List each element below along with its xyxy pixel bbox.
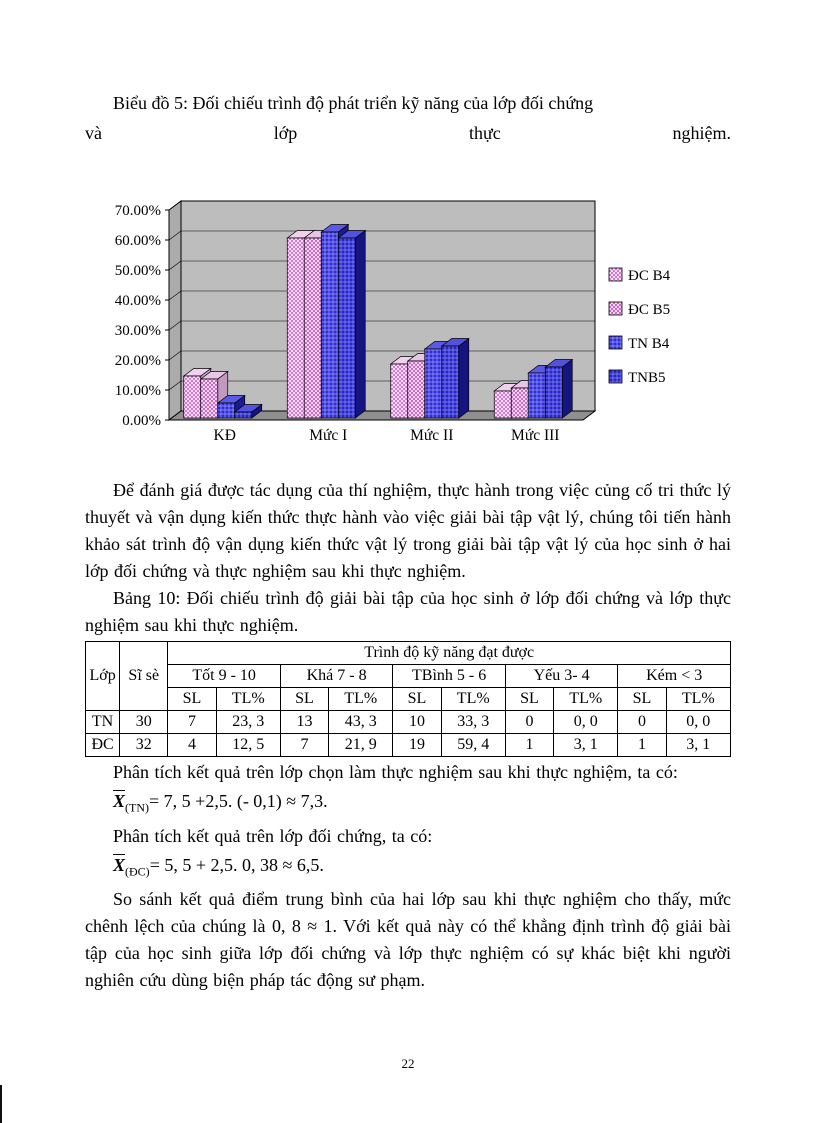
table-cell: 23, 3 [216,711,280,734]
paragraph: So sánh kết quả điểm trung bình của hai lớp sau khi thực nghiệm cho thấy, mức chênh lệch của chúng là 0, 8 ≈ 1. Với kết quả này có thể khẳng định trình độ giải bài tập của học sinh giữa lớp đối chứng và lớp thực nghiệm có sự khác biệt khi người nghiên cứu dùng biện pháp tác động sư phạm. [85,889,731,991]
table-cell: 7 [168,711,216,734]
chart-caption-line1: Biểu đồ 5: Đối chiếu trình độ phát triển kỹ năng của lớp đối chứng [113,93,594,113]
header-sl: SL [168,688,216,711]
table-cell: 1 [505,734,553,757]
svg-text:ĐC B4: ĐC B4 [628,268,671,284]
table-cell: 10 [393,711,441,734]
header-sl: SL [393,688,441,711]
formula-expression: = 7, 5 +2,5. (- 0,1) ≈ 7,3. [149,791,328,811]
formula-tn [85,786,731,823]
formula-expression: = 5, 5 + 2,5. 0, 38 ≈ 6,5. [149,854,324,875]
header-tl: TL% [441,688,505,711]
table-header-row-1 [86,642,731,665]
table-row [86,711,731,734]
table-cell: 33, 3 [441,711,505,734]
paragraph: Để đánh giá được tác dụng của thí nghiệm, thực hành trong việc củng cố tri thức lý thuyết và vận dụng kiến thức thực hành vào việc giải bài tập vật lý, chúng tôi tiến hành khảo sát trình độ vận dụng kiến thức vật lý trong giải bài tập vật lý của học sinh ở hai lớp đối chứng và thực nghiệm sau khi thực nghiệm. [85,480,731,581]
header-tl: TL% [329,688,393,711]
table-cell: 30 [120,711,168,734]
header-group: Yếu 3- 4 [505,665,618,688]
header-group: TBình 5 - 6 [393,665,506,688]
table-row [86,734,731,757]
table-cell: 21, 9 [329,734,393,757]
table-cell: 4 [168,734,216,757]
caption-word: lớp [273,123,298,143]
table-cell: 19 [393,734,441,757]
table-cell: 12, 5 [216,734,280,757]
svg-text:30.00%: 30.00% [114,323,161,339]
svg-text:Mức I: Mức I [309,427,348,444]
svg-text:KĐ: KĐ [213,427,236,444]
svg-text:40.00%: 40.00% [114,293,161,309]
results-table [85,641,731,757]
legend-item [609,370,666,386]
table-cell: 3, 1 [554,734,618,757]
table-header-row-3 [86,688,731,711]
legend-item [609,336,670,352]
svg-text:70.00%: 70.00% [114,203,161,219]
table-cell: 43, 3 [329,711,393,734]
svg-text:20.00%: 20.00% [114,353,161,369]
caption-word: thực [469,123,501,143]
page-number: 22 [401,1056,415,1071]
svg-text:Mức II: Mức II [410,427,454,444]
header-sl: SL [618,688,666,711]
chart-caption-line2 [85,118,731,148]
header-tl: TL% [216,688,280,711]
svg-text:TN B4: TN B4 [628,336,670,352]
header-group: Kém < 3 [618,665,731,688]
caption-word: nghiệm. [672,123,731,143]
bar-chart-svg [91,184,716,464]
table-cell: 32 [120,734,168,757]
table-cell: ĐC [86,734,120,757]
svg-text:ĐC B5: ĐC B5 [628,302,671,318]
header-siso: Sĩ sè [120,642,168,711]
xbar-symbol: $\overline{X}$ [113,791,126,811]
svg-text:10.00%: 10.00% [114,383,161,399]
formula-dc [85,850,731,887]
paragraph: Phân tích kết quả trên lớp chọn làm thực nghiệm sau khi thực nghiệm, ta có: [113,762,678,782]
table-cell: 13 [280,711,328,734]
xbar-symbol: $\overline{X}$ [113,854,126,875]
table-header-row-2 [86,665,731,688]
header-group: Khá 7 - 8 [280,665,393,688]
table-cell: 3, 1 [666,734,730,757]
header-tl: TL% [666,688,730,711]
header-lop: Lớp [86,642,120,711]
legend-item [609,302,670,318]
header-group: Tốt 9 - 10 [168,665,281,688]
table-cell: 59, 4 [441,734,505,757]
table-cell: 0, 0 [666,711,730,734]
table-caption: Bảng 10: Đối chiếu trình độ giải bài tập của học sinh ở lớp đối chứng và lớp thực nghiệm sau khi thực nghiệm. [85,588,731,635]
paragraph: Phân tích kết quả trên lớp đối chứng, ta có: [113,825,433,846]
table-cell: 0, 0 [554,711,618,734]
header-sl: SL [280,688,328,711]
header-main: Trình độ kỹ năng đạt được [168,642,731,665]
table-cell: 0 [505,711,553,734]
legend-item [609,268,671,284]
svg-text:TNB5: TNB5 [628,370,666,386]
svg-text:50.00%: 50.00% [114,263,161,279]
formula-subscript: (TN) [125,800,150,815]
table-cell: 1 [618,734,666,757]
formula-subscript: (ĐC) [125,864,150,879]
svg-text:0.00%: 0.00% [122,413,161,429]
svg-text:Mức III: Mức III [511,427,560,444]
bar-chart [91,184,731,469]
svg-text:60.00%: 60.00% [114,233,161,249]
table-cell: TN [86,711,120,734]
header-tl: TL% [554,688,618,711]
caption-word: và [85,123,102,143]
table-cell: 0 [618,711,666,734]
header-sl: SL [505,688,553,711]
page-edge-mark [0,1085,2,1123]
table-cell: 7 [280,734,328,757]
